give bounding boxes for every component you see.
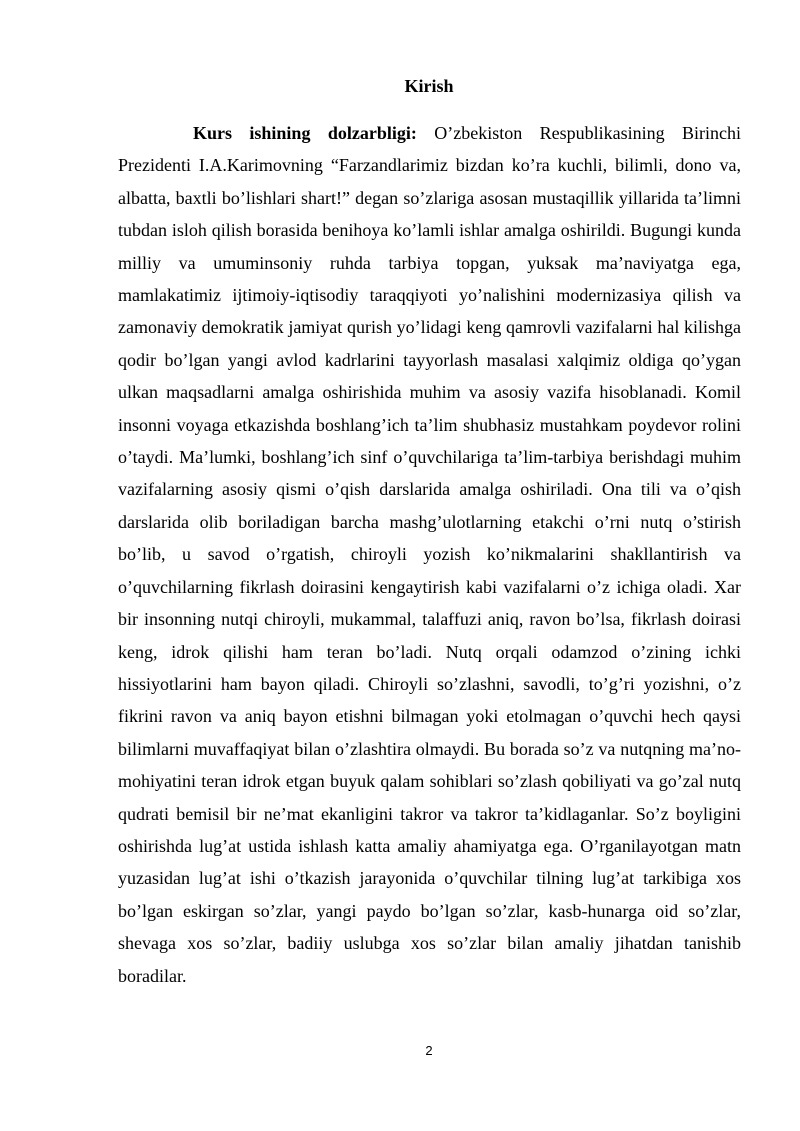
body-paragraph [118, 117, 741, 992]
section-heading: Kirish [404, 76, 454, 96]
paragraph-lead: Kurs ishining dolzarbligi: [193, 123, 417, 143]
page-number: 2 [425, 1043, 433, 1058]
paragraph-text: O’zbekiston Respublikasining Birinchi Prezidenti I.A.Karimovning “Farzandlarimiz bizdan ko’ra kuchli, bilimli, dono va, albatta, baxtli bo’lishlari shart!” degan so’zlariga asosan mustaqillik yillarida ta’limni tubdan isloh qilish borasida benihoya ko’lamli ishlar amalga oshirildi. Bugungi kunda milliy va umuminsoniy ruhda tarbiya topgan, yuksak ma’naviyatga ega, mamlakatimiz ijtimoiy-iqtisodiy taraqqiyoti yo’nalishini modernizasiya qilish va zamonaviy demokratik jamiyat qurish yo’lidagi keng qamrovli vazifalarni hal kilishga qodir bo’lgan yangi avlod kadrlarini tayyorlash masalasi xalqimiz oldiga qo’ygan ulkan maqsadlarni amalga oshirishida muhim va asosiy vazifa hisoblanadi. Komil insonni voyaga etkazishda boshlang’ich ta’lim shubhasiz mustahkam poydevor rolini o’taydi. Ma’lumki, boshlang’ich sinf o’quvchilariga ta’lim-tarbiya berishdagi muhim vazifalarning asosiy qismi o’qish darslarida amalga oshiriladi. Ona tili va o’qish darslarida olib boriladigan barcha mashg’ulotlarning etakchi o’rni nutq o’stirish bo’lib, u savod o’rgatish, chiroyli yozish ko’nikmalarini shakllantirish va o’quvchilarning fikrlash doirasini kengaytirish kabi vazifalarni o’z ichiga oladi. Xar bir insonning nutqi chiroyli, mukammal, talaffuzi aniq, ravon bo’lsa, fikrlash doirasi keng, idrok qilishi ham teran bo’ladi. Nutq orqali odamzod o’zining ichki hissiyotlarini ham bayon qiladi. Chiroyli so’zlashni, savodli, to’g’ri yozishni, o’z fikrini ravon va aniq bayon etishni bilmagan yoki etolmagan o’quvchi hech qaysi bilimlarni muvaffaqiyat bilan o’zlashtira olmaydi. Bu borada so’z va nutqning ma’no-mohiyatini teran idrok etgan buyuk qalam sohiblari so’zlash qobiliyati va go’zal nutq qudrati bemisil bir ne’mat ekanligini takror va takror ta’kidlaganlar. So’z boyligini oshirishda lug’at ustida ishlash katta amaliy ahamiyatga ega. O’rganilayotgan matn yuzasidan lug’at ishi o’tkazish jarayonida o’quvchilar tilning lug’at tarkibiga xos bo’lgan eskirgan so’zlar, yangi paydo bo’lgan so’zlar, kasb-hunarga oid so’zlar, shevaga xos so’zlar, badiiy uslubga xos so’zlar bilan amaliy jihatdan tanishib boradilar. [118, 123, 742, 986]
